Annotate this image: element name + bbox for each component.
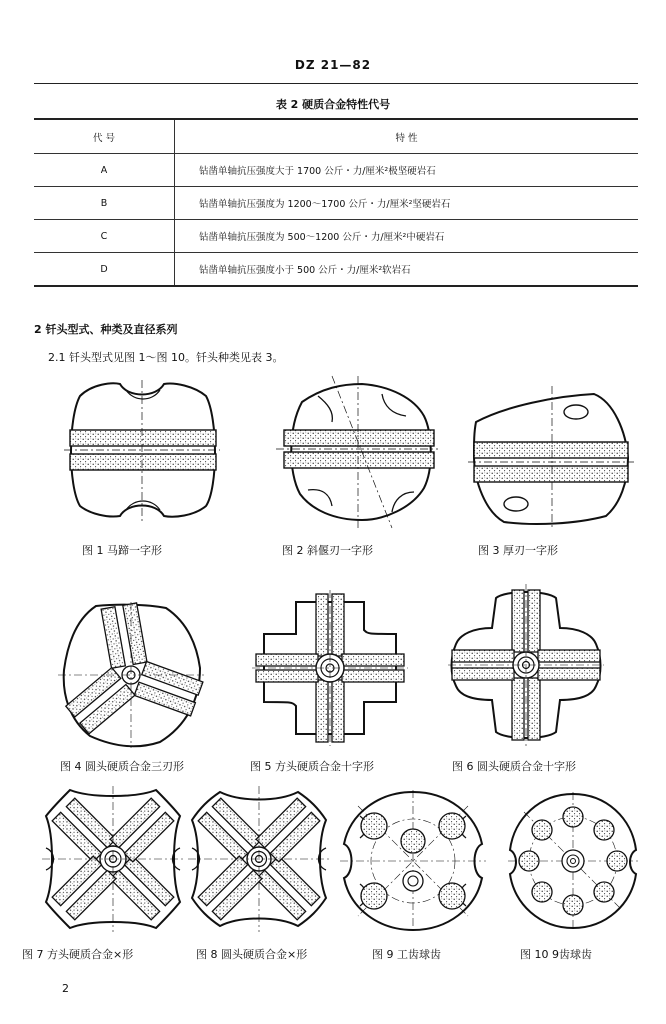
figure-8-round-x-bit [186,784,332,934]
figure-7-caption: 图 7 方头硬质合金×形 [22,948,134,961]
figure-10-nine-button-bit [506,790,640,932]
header-rule [34,83,638,84]
row-code: D [34,253,175,287]
figure-4-caption: 图 4 圆头硬质合金三刃形 [60,760,184,773]
table-header-row [34,119,638,154]
figure-9-button-bit [338,788,488,934]
figure-8-caption: 图 8 圆头硬质合金×形 [196,948,308,961]
table-row [34,154,638,187]
column-header-code: 代 号 [34,119,175,154]
row-description: 钻凿单轴抗压强度为 1200～1700 公斤・力/厘米²坚硬岩石 [175,187,639,220]
table-row [34,187,638,220]
figure-9-caption: 图 9 工齿球齿 [372,948,441,961]
figure-1-caption: 图 1 马蹄一字形 [82,544,162,557]
section-heading: 2 钎头型式、种类及直径系列 [34,323,178,336]
row-code: B [34,187,175,220]
figure-6-round-cross-bit [446,582,606,748]
body-paragraph: 2.1 钎头型式见图 1～图 10。钎头种类见表 3。 [48,351,284,364]
figure-3-caption: 图 3 厚刃一字形 [478,544,558,557]
document-code-header: DZ 21—82 [294,58,372,72]
figure-10-caption: 图 10 9齿球齿 [520,948,592,961]
figure-6-caption: 图 6 圆头硬质合金十字形 [452,760,576,773]
table-caption: 表 2 硬质合金特性代号 [275,98,391,111]
column-header-feature: 特 性 [175,119,639,154]
figure-3-thick-chisel-bit [466,382,636,532]
row-code: A [34,154,175,187]
figure-2-caption: 图 2 斜偃刃一字形 [282,544,373,557]
row-code: C [34,220,175,253]
figure-5-caption: 图 5 方头硬质合金十字形 [250,760,374,773]
figure-1-horseshoe-chisel-bit [62,378,222,523]
figure-5-square-cross-bit [250,588,410,748]
figure-4-three-blade-bit [56,600,206,750]
row-description: 钻凿单轴抗压强度为 500～1200 公斤・力/厘米²中硬岩石 [175,220,639,253]
row-description: 钻凿单轴抗压强度大于 1700 公斤・力/厘米²极坚硬岩石 [175,154,639,187]
page-number: 2 [62,982,69,995]
row-description: 钻凿单轴抗压强度小于 500 公斤・力/厘米²软岩石 [175,253,639,287]
table-row [34,220,638,253]
figure-2-oblique-chisel-bit [272,372,442,532]
alloy-property-table [34,118,638,287]
table-row [34,253,638,287]
figure-7-square-x-bit [40,784,186,934]
